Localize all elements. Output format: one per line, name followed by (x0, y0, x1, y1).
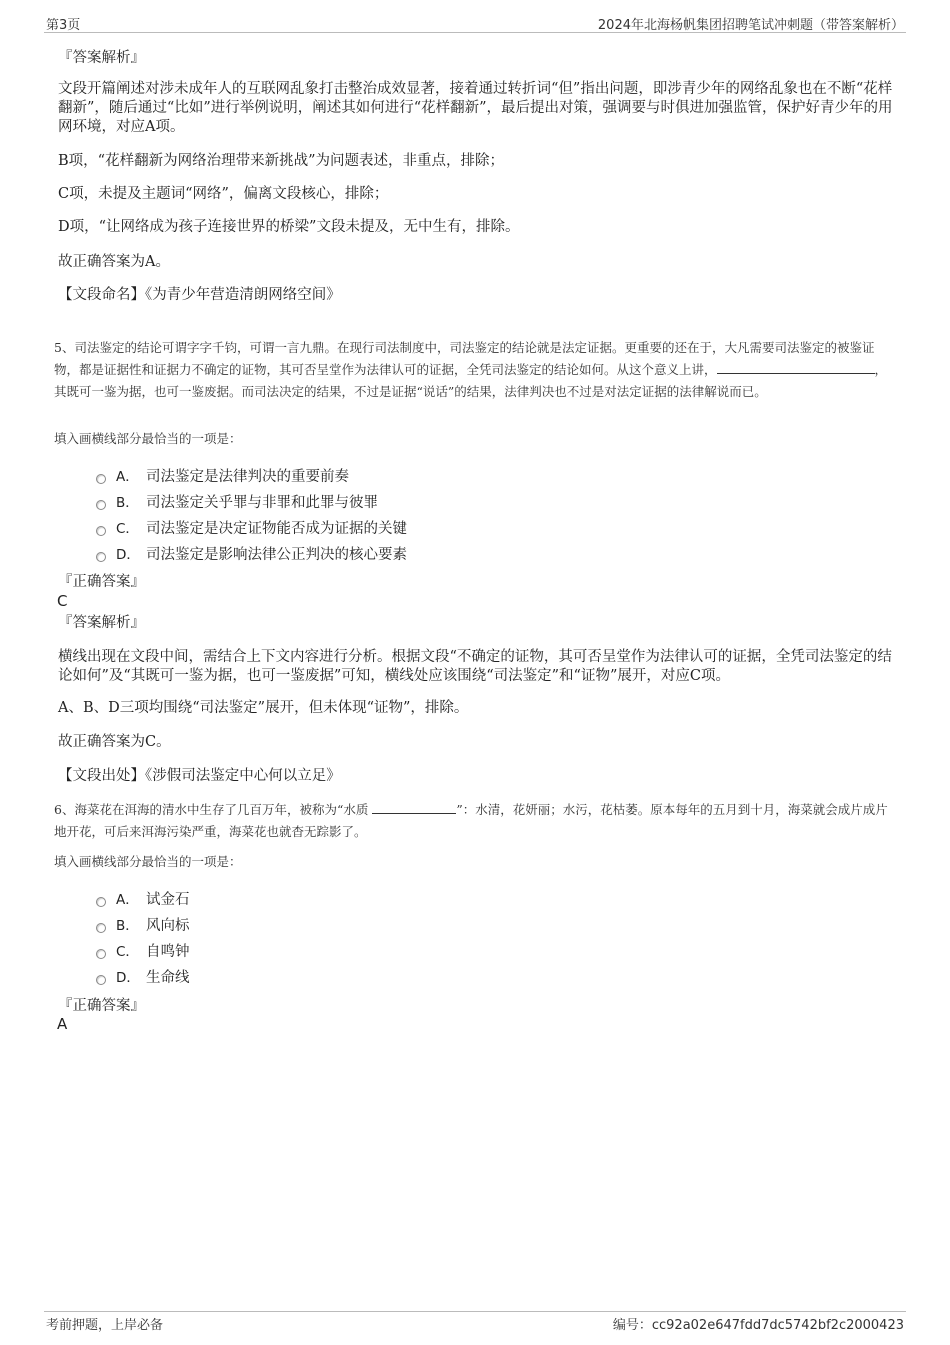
radio-icon[interactable] (96, 949, 106, 959)
q5-correct-heading: 『正确答案』 (58, 574, 145, 590)
q5-question-text (54, 337, 896, 403)
q6-instruction: 填入画横线部分最恰当的一项是： (54, 854, 242, 869)
q4-analysis-option-d: D项，“让网络成为孩子连接世界的桥梁”文段未提及，无中生有，排除。 (58, 219, 520, 235)
q5-correct-answer: C (57, 592, 68, 610)
q5-option-a[interactable]: A． 司法鉴定是法律判决的重要前奏 (96, 468, 349, 487)
q5-passage-source: 【文段出处】《涉假司法鉴定中心何以立足》 (58, 768, 341, 784)
q5-analysis-other-options: A、B、D三项均围绕“司法鉴定”展开，但未体现“证物”，排除。 (58, 700, 469, 716)
footer-slogan: 考前押题，上岸必备 (46, 1318, 164, 1333)
radio-icon[interactable] (96, 975, 106, 985)
q5-text-after-blank: ，其既可一鉴为据，也可一鉴废据。而司法决定的结果，不过是证据“说话”的结果，法律判决也不过是对法定证据的法律解说而已。 (54, 362, 888, 399)
document-code (613, 1314, 904, 1333)
q6-text-before-blank: 6、海菜花在洱海的清水中生存了几百万年，被称为“水质 (54, 802, 369, 817)
q4-analysis-option-c: C项，未提及主题词“网络”，偏离文段核心，排除； (58, 186, 389, 202)
q4-analysis-heading: 『答案解析』 (58, 50, 145, 66)
q6-question-text (54, 799, 896, 843)
q5-conclusion: 故正确答案为C。 (58, 734, 171, 750)
header-divider (44, 32, 906, 33)
radio-icon[interactable] (96, 500, 106, 510)
q5-analysis-paragraph: 横线出现在文段中间，需结合上下文内容进行分析。根据文段“不确定的证物，其可否呈堂作为法律认可的证据，全凭司法鉴定的结论如何”及“其既可一鉴为据，也可一鉴废据”可知，横线处应该围绕“司法鉴定”和“证物”展开，对应C项。 (58, 649, 892, 684)
q5-option-b[interactable]: B． 司法鉴定关乎罪与非罪和此罪与彼罪 (96, 494, 378, 513)
q6-text-after-blank: ”：水清，花妍丽；水污，花枯萎。原本每年的五月到十月，海菜就会成片成片地开花，可后来洱海污染严重，海菜花也就杳无踪影了。 (54, 802, 888, 839)
document-title: 2024年北海杨帆集团招聘笔试冲刺题（带答案解析） (597, 18, 904, 33)
radio-icon[interactable] (96, 923, 106, 933)
q5-option-c[interactable]: C． 司法鉴定是决定证物能否成为证据的关键 (96, 520, 407, 539)
page-number: 第3页 (46, 18, 81, 33)
q6-correct-heading: 『正确答案』 (58, 998, 145, 1014)
q6-option-d[interactable]: D． 生命线 (96, 969, 190, 988)
q4-conclusion: 故正确答案为A。 (58, 254, 170, 270)
radio-icon[interactable] (96, 897, 106, 907)
radio-icon[interactable] (96, 552, 106, 562)
q5-text-before-blank: 5、司法鉴定的结论可谓字字千钧，可谓一言九鼎。在现行司法制度中，司法鉴定的结论就是法定证据。更重要的还在于，大凡需要司法鉴定的被鉴证物，都是证据性和证据力不确定的证物，其可否呈堂作为法律认可的证据，全凭司法鉴定的结论如何。从这个意义上讲， (54, 340, 875, 377)
q6-fill-blank (372, 801, 456, 814)
q5-option-d[interactable]: D． 司法鉴定是影响法律公正判决的核心要素 (96, 546, 407, 565)
radio-icon[interactable] (96, 474, 106, 484)
q4-analysis-option-b: B项，“花样翻新为网络治理带来新挑战”为问题表述，非重点，排除； (58, 153, 504, 169)
q4-passage-naming: 【文段命名】《为青少年营造清朗网络空间》 (58, 287, 341, 303)
q6-option-c[interactable]: C． 自鸣钟 (96, 943, 190, 962)
q6-option-a[interactable]: A． 试金石 (96, 891, 190, 910)
q5-fill-blank (717, 361, 875, 374)
footer-divider (44, 1311, 906, 1312)
q6-correct-answer: A (57, 1015, 68, 1033)
document-code-label: 编号： (612, 1318, 652, 1333)
document-code-value: cc92a02e647fdd7dc5742bf2c2000423 (651, 1318, 904, 1333)
q6-option-b[interactable]: B． 风向标 (96, 917, 190, 936)
q4-analysis-paragraph: 文段开篇阐述对涉未成年人的互联网乱象打击整治成效显著，接着通过转折词“但”指出问题，即涉青少年的网络乱象也在不断“花样翻新”，随后通过“比如”进行举例说明，阐述其如何进行“花样翻新”，最后提出对策，强调要与时俱进加强监管，保护好青少年的用网环境，对应A项。 (58, 81, 893, 135)
radio-icon[interactable] (96, 526, 106, 536)
q5-instruction: 填入画横线部分最恰当的一项是： (54, 431, 242, 446)
q5-analysis-heading: 『答案解析』 (58, 615, 145, 631)
